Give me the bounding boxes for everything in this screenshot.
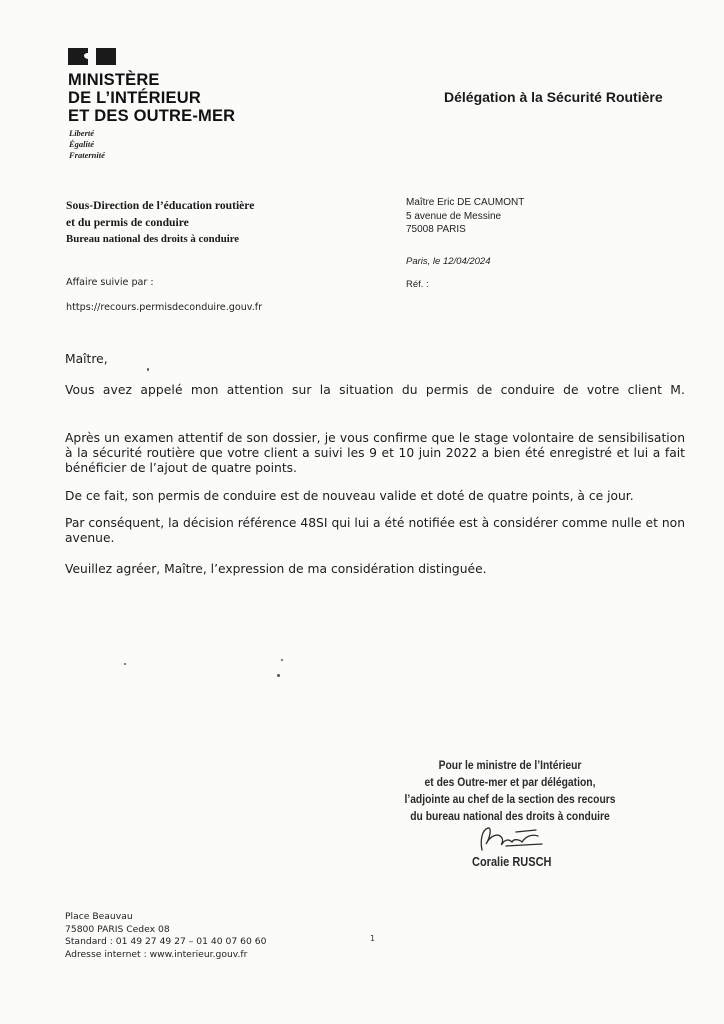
department-line: Sous-Direction de l’éducation routière [66, 199, 255, 212]
signature-line: du bureau national des droits à conduire [410, 809, 610, 823]
handwritten-signature [476, 822, 546, 858]
scan-speck [281, 659, 283, 661]
footer-address [65, 911, 266, 961]
ministry-line: ET DES OUTRE-MER [68, 107, 236, 125]
salutation: Maître, [65, 352, 108, 366]
footer-line: Place Beauvau [65, 911, 133, 922]
republic-motto [69, 128, 105, 161]
sender-department [66, 197, 254, 248]
footer-line: Adresse internet : www.interieur.gouv.fr [65, 948, 248, 960]
department-line: et du permis de conduire [66, 216, 189, 229]
paragraph: Vous avez appelé mon attention sur la situation du permis de conduire de votre client M. [65, 383, 685, 397]
motto-line: Liberté [69, 128, 95, 138]
signature-line: Pour le ministre de l’Intérieur [438, 758, 582, 772]
signer-name: Coralie RUSCH [472, 855, 552, 869]
marianne-logo [68, 48, 116, 65]
signature-block [398, 757, 622, 825]
ministry-line: MINISTÈRE [68, 71, 160, 89]
signature-line: l’adjointe au chef de la section des recours [404, 792, 616, 806]
motto-line: Fraternité [69, 150, 105, 160]
delegation-title: Délégation à la Sécurité Routière [444, 89, 663, 105]
page-number: 1 [370, 934, 376, 943]
recipient-name: Maître Eric DE CAUMONT [406, 197, 525, 208]
scan-speck [147, 368, 149, 371]
case-handler-label: Affaire suivie par : [66, 277, 154, 288]
motto-line: Égalité [69, 139, 95, 149]
recipient-street: 5 avenue de Messine [406, 210, 502, 222]
footer-line: Standard : 01 49 27 49 27 – 01 40 07 60 60 [65, 936, 267, 947]
paragraph: De ce fait, son permis de conduire est de nouveau valide et doté de quatre points, à ce jour. [65, 489, 634, 503]
reference-label: Réf. : [406, 279, 429, 290]
scan-speck [124, 663, 126, 665]
closing: Veuillez agréer, Maître, l’expression de ma considération distinguée. [65, 562, 487, 576]
bureau-line: Bureau national des droits à conduire [66, 233, 240, 245]
signature-line: et des Outre-mer et par délégation, [424, 775, 596, 789]
ministry-name [68, 71, 235, 125]
recours-url: https://recours.permisdeconduire.gouv.fr [66, 302, 263, 313]
date-line: Paris, le 12/04/2024 [406, 256, 491, 267]
paragraph: Par conséquent, la décision référence 48SI qui lui a été notifiée est à considérer comme nulle et non avenue. [65, 516, 685, 545]
recipient-address [406, 196, 524, 237]
recipient-city: 75008 PARIS [406, 224, 466, 235]
footer-line: 75800 PARIS Cedex 08 [65, 923, 170, 935]
paragraph: Après un examen attentif de son dossier, je vous confirme que le stage volontaire de sensibilisation à la sécurité routière que votre client a suivi les 9 et 10 juin 2022 a bien été enregistré et lui a fait bénéficier de l’ajout de quatre points. [65, 431, 685, 475]
ministry-line: DE L’INTÉRIEUR [68, 89, 201, 107]
scan-speck [277, 674, 280, 677]
